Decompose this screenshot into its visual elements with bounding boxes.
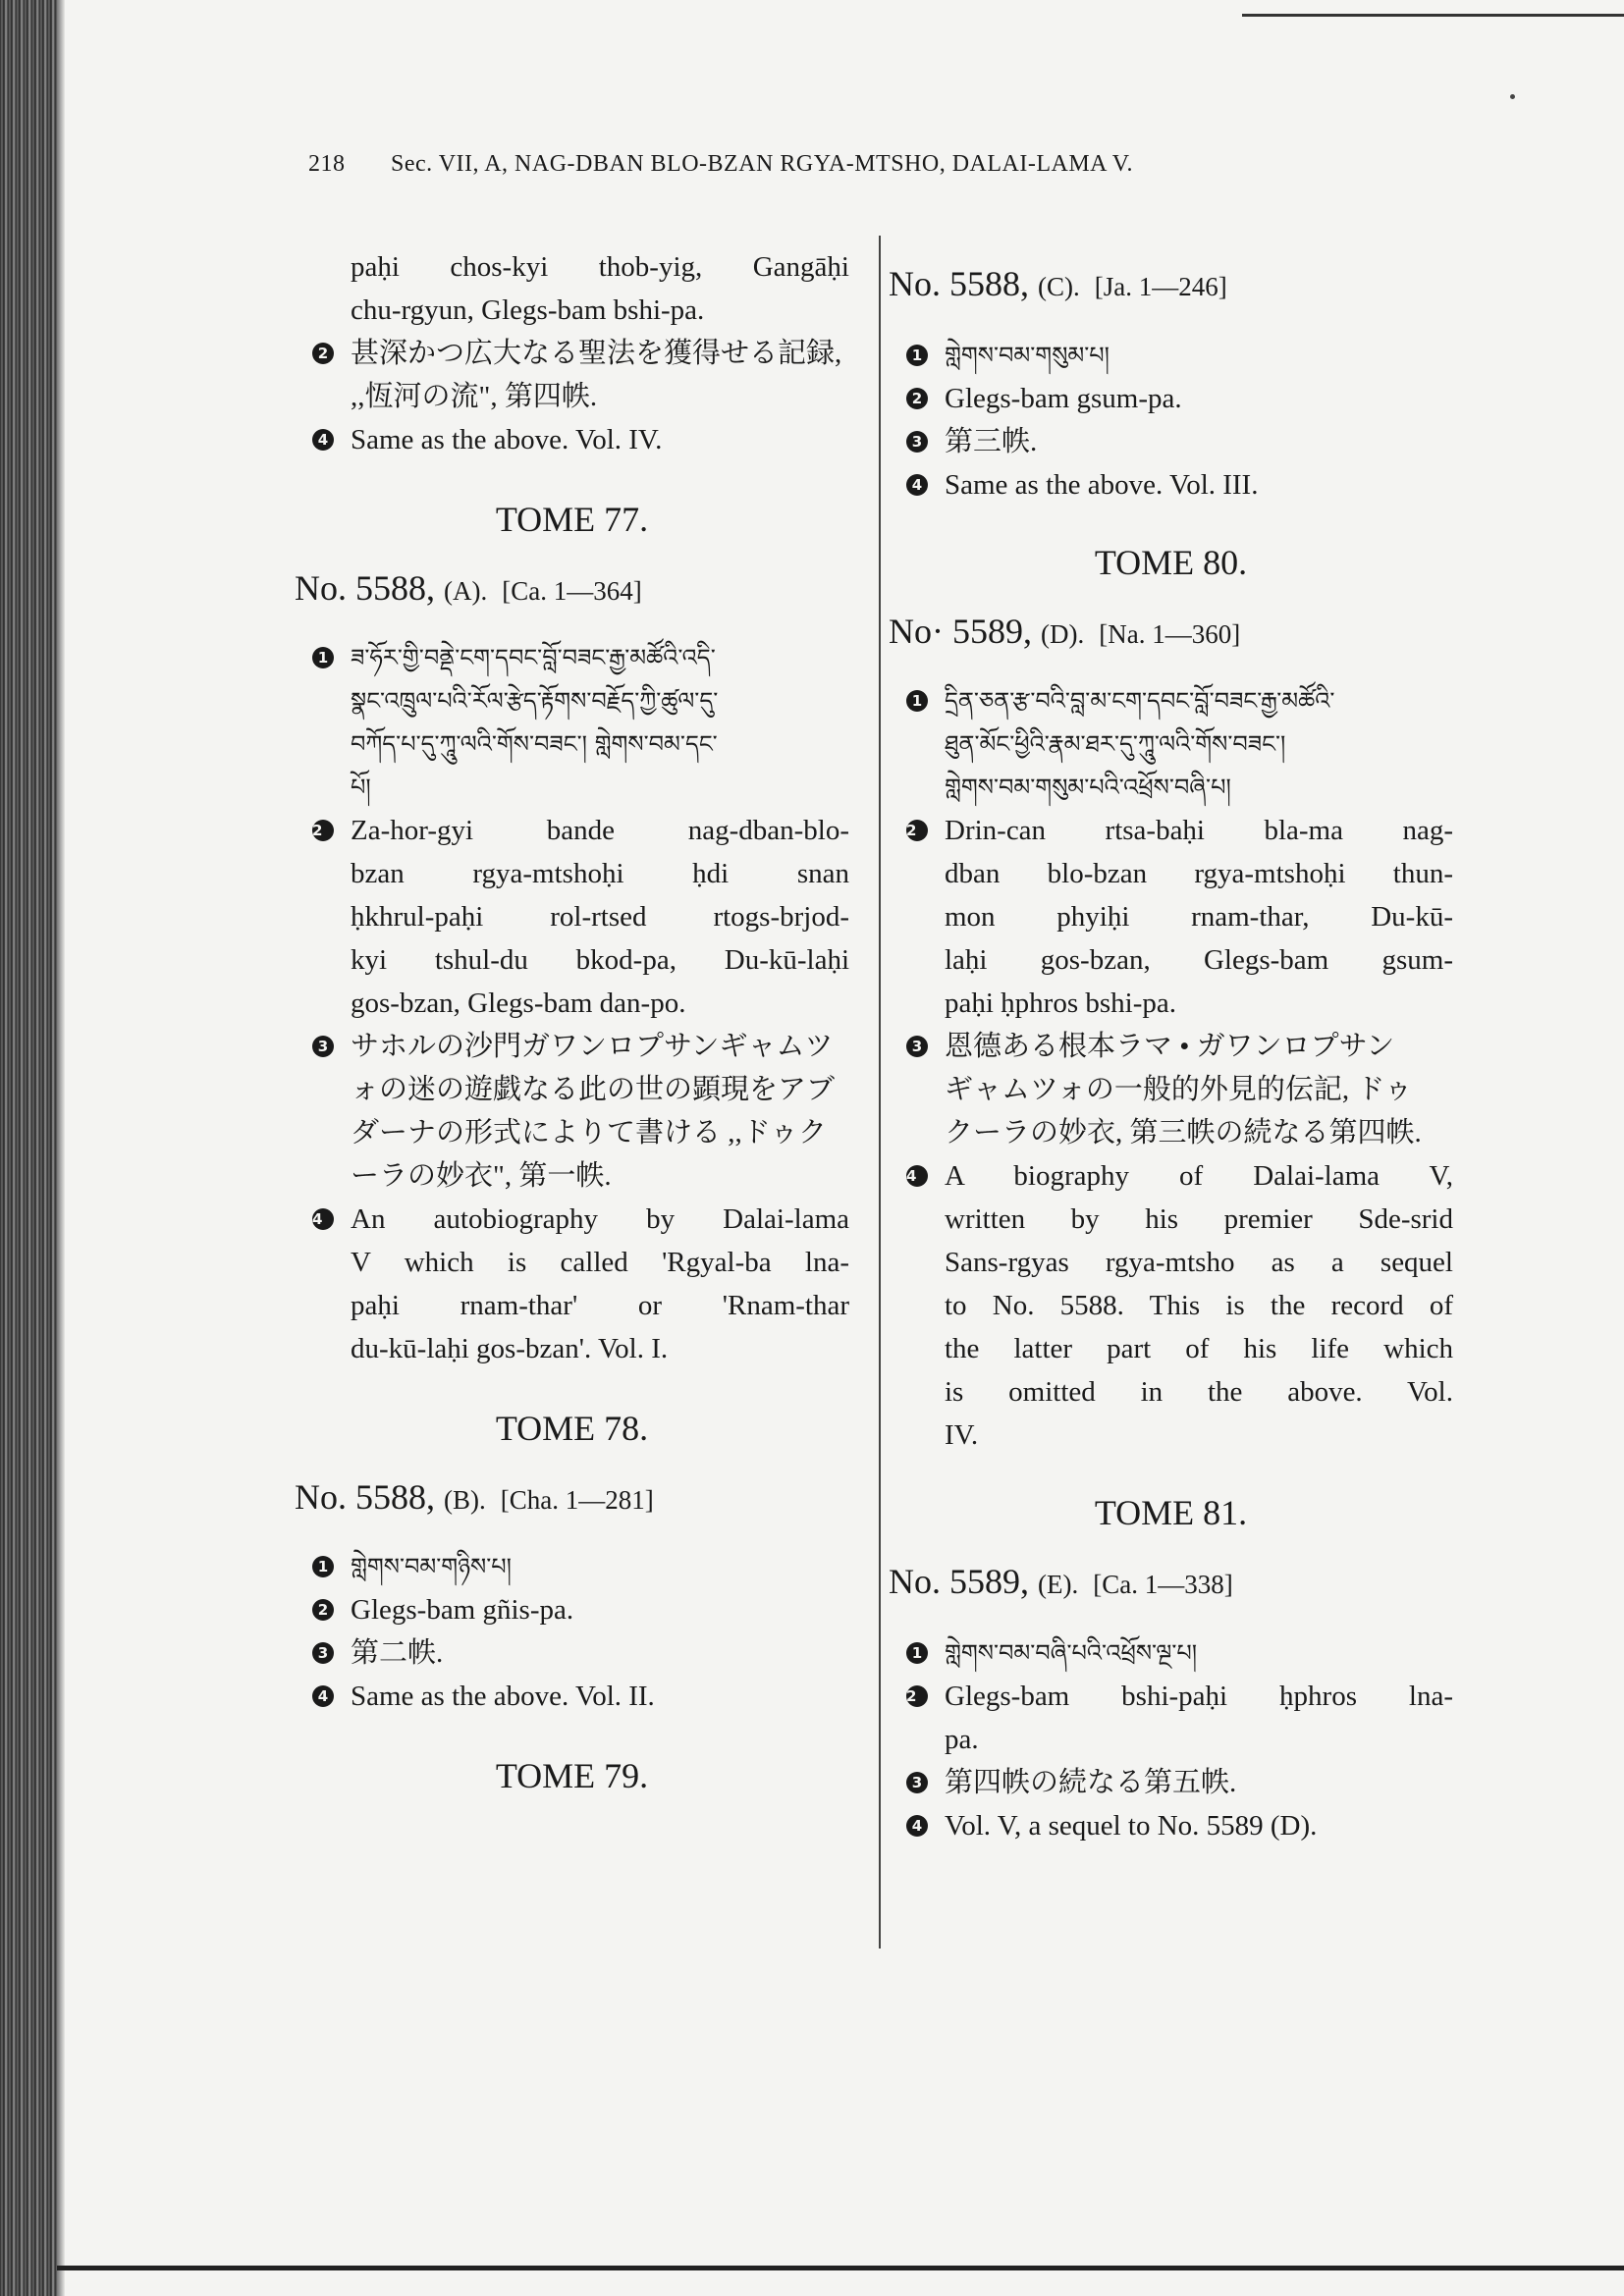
entry-tibetan: 1 དྲིན་ཅན་རྩ་བའི་བླ་མ་ངག་དབང་བློ་བཟང་རྒྱ་མཚོའི་ ཐུན་མོང་ཕྱིའི་རྣམ་ཐར་དུ་ཀཱུ་ལའི་གོས་བཟང་། གླེགས་བམ་གསུམ་པའི་འཕྲོས་བཞི་པ། — [889, 679, 1453, 809]
entry-number: No. 5588, (A). [Ca. 1—364] — [295, 568, 642, 608]
tome-heading: TOME 79. — [495, 1756, 649, 1795]
marker-1-icon: 1 — [906, 690, 928, 712]
tome-heading: TOME 81. — [1094, 1493, 1248, 1532]
marker-4-icon: 4 — [312, 1208, 334, 1230]
right-column — [889, 245, 1453, 1847]
tome-heading: TOME 78. — [495, 1409, 649, 1448]
marker-4-icon: 4 — [906, 1165, 928, 1187]
entry-items: 1 གླེགས་བམ་གཉིས་པ། 2 Glegs-bam gñis-pa. 3 第二帙. 4 Same as the above. Vol. II. — [295, 1545, 849, 1718]
marker-3-icon: 3 — [312, 1036, 334, 1057]
entry-number: No. 5589, (E). [Ca. 1—338] — [889, 1562, 1233, 1601]
tome-heading: TOME 80. — [1094, 543, 1248, 582]
marker-1-icon: 1 — [906, 1642, 928, 1664]
marker-2-icon: 2 — [906, 388, 928, 409]
running-title: NAG-DBAN BLO-BZAN RGYA-MTSHO, DALAI-LAMA V. — [514, 151, 1133, 177]
speck — [1510, 94, 1515, 99]
marker-3-icon: 3 — [906, 431, 928, 453]
japanese-line: ,,恆河の流", 第四帙. — [351, 381, 598, 412]
marker-4-icon: 4 — [312, 429, 334, 451]
item-japanese: 2 甚深かつ広大なる聖法を獲得せる記録, — [295, 332, 849, 375]
entry-transliteration: 2 Drin-can rtsa-baḥi bla-ma nag- dban blo-bzan rgya-mtshoḥi thun- mon phyiḥi rnam-thar, Du-kū- laḥi gos-bzan, Glegs-bam gsum- paḥi ḥphros bshi-pa. — [906, 815, 1453, 1019]
marker-4-icon: 4 — [906, 1815, 928, 1837]
entry-items: 1 གླེགས་བམ་གསུམ་པ། 2 Glegs-bam gsum-pa. 3 第三帙. 4 Same as the above. Vol. III. — [889, 334, 1453, 507]
page-number: 218 — [308, 151, 346, 177]
marker-3-icon: 3 — [312, 1642, 334, 1664]
marker-4-icon: 4 — [906, 474, 928, 496]
spine-shadow — [57, 0, 65, 2296]
entry-english: 4 An autobiography by Dalai-lama V which is called 'Rgyal-ba lna- paḥi rnam-thar' or 'Rnam-thar du-kū-laḥi gos-bzan'. Vol. I. — [312, 1203, 849, 1364]
entry-japanese: 3 サホルの沙門ガワンロプサンギャムツ ォの迷の遊戯なる此の世の顕現をアブ ダーナの形式によりて書ける ,,ドゥク ーラの妙衣", 第一帙. — [295, 1025, 849, 1198]
marker-2-icon: 2 — [312, 820, 334, 841]
entry-english: 4 A biography of Dalai-lama V, written by his premier Sde-srid Sans-rgyas rgya-mtsho as a sequel to No. 5588. This is the record of the latter part of his life which is omitted in the above. Vol. IV. — [906, 1160, 1453, 1451]
marker-2-icon: 2 — [312, 1599, 334, 1621]
entry-number: No. 5588, (B). [Cha. 1—281] — [295, 1477, 654, 1517]
item-english: 4 Same as the above. Vol. IV. — [295, 418, 849, 461]
book-spine — [0, 0, 57, 2296]
entry-tibetan: 1 ཟ་ཧོར་གྱི་བནྡེ་ངག་དབང་བློ་བཟང་རྒྱ་མཚོའི་འདི་ སྣང་འཁྲུལ་པའི་རོལ་རྩེད་རྟོགས་བརྗོད་ཀྱི་ཚུལ་དུ་ བཀོད་པ་དུ་ཀཱུ་ལའི་གོས་བཟང་། གླེགས་བམ་དང་ པོ། — [295, 636, 849, 809]
marker-1-icon: 1 — [312, 1556, 334, 1577]
entry-transliteration: 2 Za-hor-gyi bande nag-dban-blo- bzan rgya-mtshoḥi ḥdi snan ḥkhrul-paḥi rol-rtsed rtogs-brjod- kyi tshul-du bkod-pa, Du-kū-laḥi gos-bzan, Glegs-bam dan-po. — [312, 815, 849, 1019]
marker-3-icon: 3 — [906, 1036, 928, 1057]
marker-2-icon: 2 — [906, 820, 928, 841]
marker-4-icon: 4 — [312, 1685, 334, 1707]
entry-number: No· 5589, (D). [Na. 1—360] — [889, 612, 1241, 651]
marker-1-icon: 1 — [906, 345, 928, 366]
marker-1-icon: 1 — [312, 647, 334, 668]
marker-2-icon: 2 — [312, 343, 334, 364]
top-rule — [1242, 14, 1624, 17]
marker-2-icon: 2 — [906, 1685, 928, 1707]
marker-3-icon: 3 — [906, 1772, 928, 1793]
bottom-rule — [57, 2266, 1624, 2270]
section-label: Sec. VII, A, — [391, 151, 509, 177]
column-divider — [879, 236, 881, 1949]
tome-heading: TOME 77. — [495, 500, 649, 539]
left-column — [295, 245, 849, 1796]
entry-japanese: 3 恩德ある根本ラマ • ガワンロプサン ギャムツォの一般的外見的伝記, ドゥ クーラの妙衣, 第三帙の続なる第四帙. — [889, 1025, 1453, 1154]
entry-number: No. 5588, (C). [Ja. 1—246] — [889, 264, 1227, 303]
continuation-line: paḥi chos-kyi thob-yig, Gangāḥi — [351, 251, 849, 283]
continuation-line: chu-rgyun, Glegs-bam bshi-pa. — [351, 294, 705, 326]
entry-items: 1 གླེགས་བམ་བཞི་པའི་འཕྲོས་ལྔ་པ། 2 Glegs-bam bshi-paḥi ḥphros lna- pa. 3 第四帙の続なる第五帙. 4 Vol. V, a sequel to No. 5589 (D). — [906, 1639, 1453, 1842]
page-header — [308, 151, 1388, 178]
